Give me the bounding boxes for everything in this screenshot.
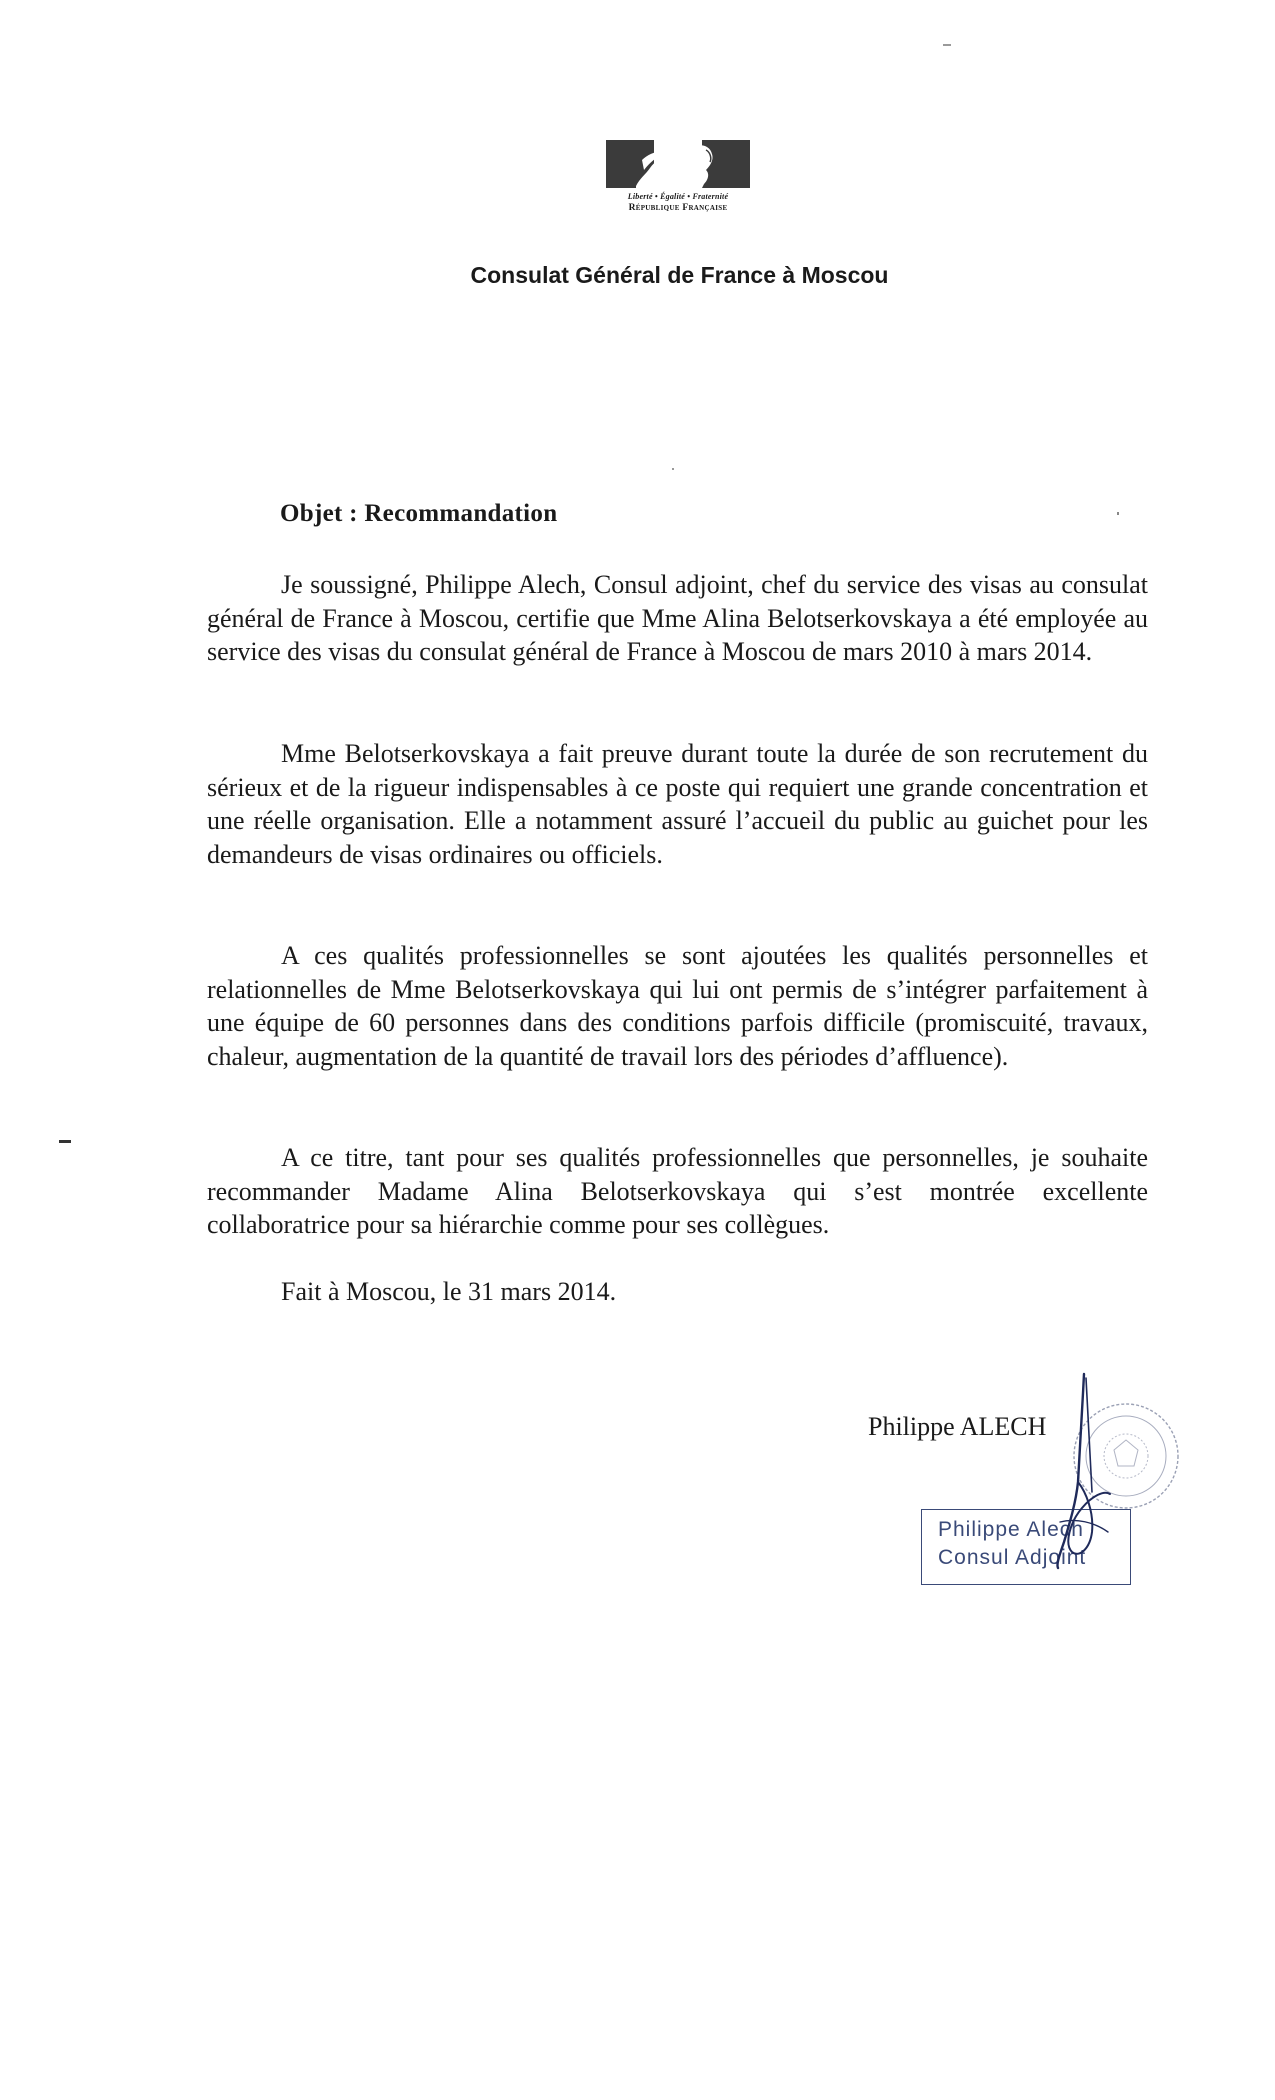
consulate-title: Consulat Général de France à Moscou bbox=[470, 262, 889, 288]
stamp-name: Philippe Alech bbox=[938, 1518, 1084, 1541]
closing-text: Fait à Moscou, le 31 mars 2014. bbox=[281, 1277, 617, 1306]
stamp-title: Consul Adjoint bbox=[938, 1546, 1087, 1569]
paragraph-text: A ces qualités professionnelles se sont ajoutées les qualités personnelles et relationnelles de Mme Belotserkovskaya qui lui ont permis de s’intégrer parfaitement à une équipe de 60 personnes dans des conditions parfois difficile (promiscuité, travaux, chaleur, augmentation de la quantité de travail lors des périodes d’affluence). bbox=[207, 941, 1148, 1071]
logo-motto: Liberté • Égalité • Fraternité bbox=[627, 192, 729, 201]
signer-name: Philippe ALECH bbox=[868, 1412, 1047, 1441]
paragraph-text: Mme Belotserkovskaya a fait preuve durant toute la durée de son recrutement du sérieux et de la rigueur indispensables à ce poste qui requiert une grande concentration et une réelle organisation. Elle a notamment assuré l’accueil du public au guichet pour les demandeurs de visas ordinaires ou officiels. bbox=[207, 739, 1148, 869]
paragraph-text: A ce titre, tant pour ses qualités professionnelles que personnelles, je souhaite recommander Madame Alina Belotserkovskaya qui s’est montrée excellente collaboratrice pour sa hiérarchie comme pour ses collègues. bbox=[207, 1143, 1148, 1239]
letter-subject: Objet : Recommandation bbox=[280, 500, 558, 527]
logo-republic-name: République Française bbox=[628, 203, 728, 213]
paragraph-text: Je soussigné, Philippe Alech, Consul adjoint, chef du service des visas au consulat général de France à Moscou, certifie que Mme Alina Belotserkovskaya a été employée au service des visas du consulat général de France à Moscou de mars 2010 à mars 2014. bbox=[207, 570, 1148, 666]
